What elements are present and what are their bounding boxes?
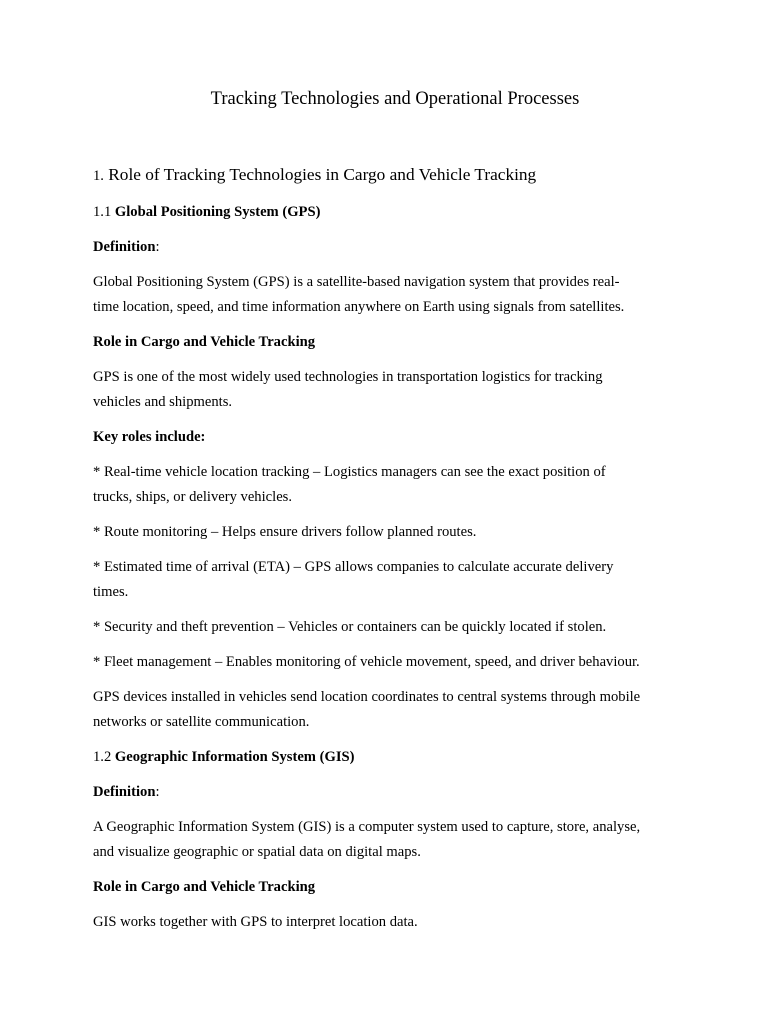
definition-label-gis <box>93 780 160 805</box>
gps-role-heading-text: Role in Cargo and Vehicle Tracking <box>93 334 316 350</box>
gps-closing-line-1: GPS devices installed in vehicles send location coordinates to central systems through mobile <box>93 689 641 705</box>
subsection-1-1-title: Global Positioning System (GPS) <box>114 204 321 220</box>
definition-label-text: Definition <box>93 239 156 255</box>
gis-definition-line-1: A Geographic Information System (GIS) is a computer system used to capture, store, analyse, <box>93 819 641 835</box>
bullet-3-line-1: * Estimated time of arrival (ETA) – GPS allows companies to calculate accurate delivery <box>93 559 614 575</box>
document-title: Tracking Technologies and Operational Processes <box>210 89 580 109</box>
subsection-1-2-title: Geographic Information System (GIS) <box>114 749 355 765</box>
gps-role-heading <box>93 330 315 355</box>
gps-role-line-1: GPS is one of the most widely used technologies in transportation logistics for tracking <box>93 369 603 385</box>
key-roles-heading-text: Key roles include: <box>93 429 206 445</box>
bullet-5: * Fleet management – Enables monitoring of vehicle movement, speed, and driver behaviour. <box>93 654 640 670</box>
gps-closing-line-2: networks or satellite communication. <box>93 714 310 730</box>
gis-definition-line-2: and visualize geographic or spatial data on digital maps. <box>93 844 421 860</box>
definition-label-text: Definition <box>93 784 156 800</box>
section-1-title: Role of Tracking Technologies in Cargo and Vehicle Tracking <box>108 165 537 184</box>
gps-role-line-2: vehicles and shipments. <box>93 394 233 410</box>
definition-label-gps <box>93 235 160 260</box>
bullet-3-line-2: times. <box>93 584 129 600</box>
gis-role-line-1: GIS works together with GPS to interpret location data. <box>93 914 418 930</box>
gis-role-heading <box>93 875 315 900</box>
subsection-1-1-number: 1.1 <box>93 204 112 220</box>
section-1-number: 1. <box>93 168 104 184</box>
gps-definition-line-2: time location, speed, and time information anywhere on Earth using signals from satellites. <box>93 299 625 315</box>
bullet-4: * Security and theft prevention – Vehicles or containers can be quickly located if stolen. <box>93 619 607 635</box>
subsection-1-1-heading <box>93 200 320 225</box>
bullet-1-line-1: * Real-time vehicle location tracking – Logistics managers can see the exact position of <box>93 464 606 480</box>
gps-definition-line-1: Global Positioning System (GPS) is a satellite-based navigation system that provides real- <box>93 274 620 290</box>
subsection-1-2-number: 1.2 <box>93 749 112 765</box>
gis-role-heading-text: Role in Cargo and Vehicle Tracking <box>93 879 316 895</box>
definition-colon: : <box>155 784 160 800</box>
bullet-1-line-2: trucks, ships, or delivery vehicles. <box>93 489 292 505</box>
bullet-2: * Route monitoring – Helps ensure drivers follow planned routes. <box>93 524 477 540</box>
section-1-heading <box>93 163 536 188</box>
definition-colon: : <box>155 239 160 255</box>
key-roles-heading <box>93 425 205 450</box>
subsection-1-2-heading <box>93 745 354 770</box>
